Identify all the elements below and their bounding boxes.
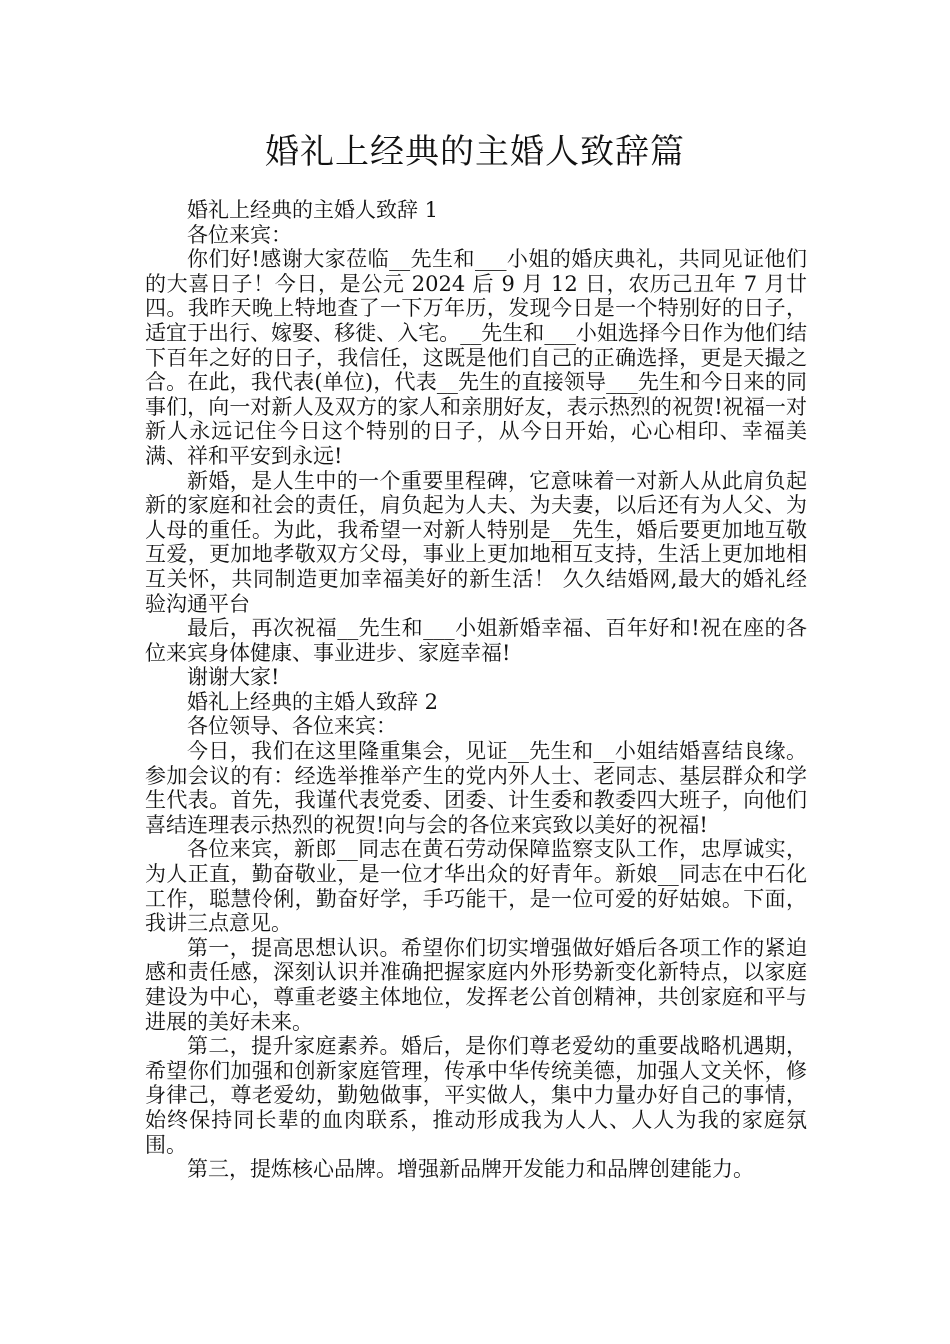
paragraph: 最后，再次祝福__先生和___小姐新婚幸福、百年好和!祝在座的各位来宾身体健康、事业进步、家庭幸福! xyxy=(145,616,807,665)
paragraph: 第三，提炼核心品牌。增强新品牌开发能力和品牌创建能力。 xyxy=(187,1157,754,1182)
section-heading-2: 婚礼上经典的主婚人致辞 2 xyxy=(187,689,439,714)
paragraph: 第二，提升家庭素养。婚后，是你们尊老爱幼的重要战略机遇期，希望你们加强和创新家庭管理，传承中华传统美德，加强人文关怀，修身律己，尊老爱幼，勤勉做事，平实做人，集中力量办好自己的事情，始终保持同长辈的血肉联系，推动形成我为人人、人人为我的家庭氛围。 xyxy=(145,1034,807,1157)
section-heading-1: 婚礼上经典的主婚人致辞 1 xyxy=(187,198,439,222)
document-body xyxy=(145,198,807,1182)
closing-thanks: 谢谢大家! xyxy=(187,665,280,690)
paragraph: 第一，提高思想认识。希望你们切实增强做好婚后各项工作的紧迫感和责任感，深刻认识并准确把握家庭内外形势新变化新特点，以家庭建设为中心，尊重老婆主体地位，发挥老公首创精神，共创家庭和平与进展的美好未来。 xyxy=(145,935,807,1034)
paragraph: 今日，我们在这里隆重集会，见证__先生和__小姐结婚喜结良缘。参加会议的有：经选举推举产生的党内外人士、老同志、基层群众和学生代表。首先，我谨代表党委、团委、计生委和教委四大班子，向他们喜结连理表示热烈的祝贺!向与会的各位来宾致以美好的祝福! xyxy=(145,739,807,837)
document-title: 婚礼上经典的主婚人致辞篇 xyxy=(265,132,685,172)
salutation-1: 各位来宾： xyxy=(187,222,292,247)
paragraph: 各位来宾，新郎__同志在黄石劳动保障监察支队工作，忠厚诚实，为人正直，勤奋敬业，是一位才华出众的好青年。新娘__同志在中石化工作，聪慧伶俐，勤奋好学，手巧能干，是一位可爱的好姑娘。下面，我讲三点意见。 xyxy=(145,837,807,936)
salutation-2: 各位领导、各位来宾： xyxy=(187,714,397,739)
paragraph: 新婚，是人生中的一个重要里程碑，它意味着一对新人从此肩负起新的家庭和社会的责任，肩负起为人夫、为夫妻，以后还有为人父、为人母的重任。为此，我希望一对新人特别是__先生，婚后要更加地互敬互爱，更加地孝敬双方父母，事业上更加地相互支持，生活上更加地相互关怀，共同制造更加幸福美好的新生活！ 久久结婚网,最大的婚礼经验沟通平台 xyxy=(145,468,807,616)
paragraph: 你们好!感谢大家莅临__先生和___小姐的婚庆典礼，共同见证他们的大喜日子！今日，是公元 2024 后 9 月 12 日，农历己丑年 7 月廿四。我昨天晚上特地查了一下万年历，发现今日是一个特别好的日子，适宜于出行、嫁娶、移徙、入宅。__先生和___小姐选择今日作为他们结下百年之好的日子，我信任，这既是他们自己的正确选择，更是天撮之合。在此，我代表(单位)，代表__先生的直接领导___先生和今日来的同事们，向一对新人及双方的家人和亲朋好友，表示热烈的祝贺!祝福一对新人永远记住今日这个特别的日子，从今日开始，心心相印、幸福美满、祥和平安到永远! xyxy=(145,247,807,468)
